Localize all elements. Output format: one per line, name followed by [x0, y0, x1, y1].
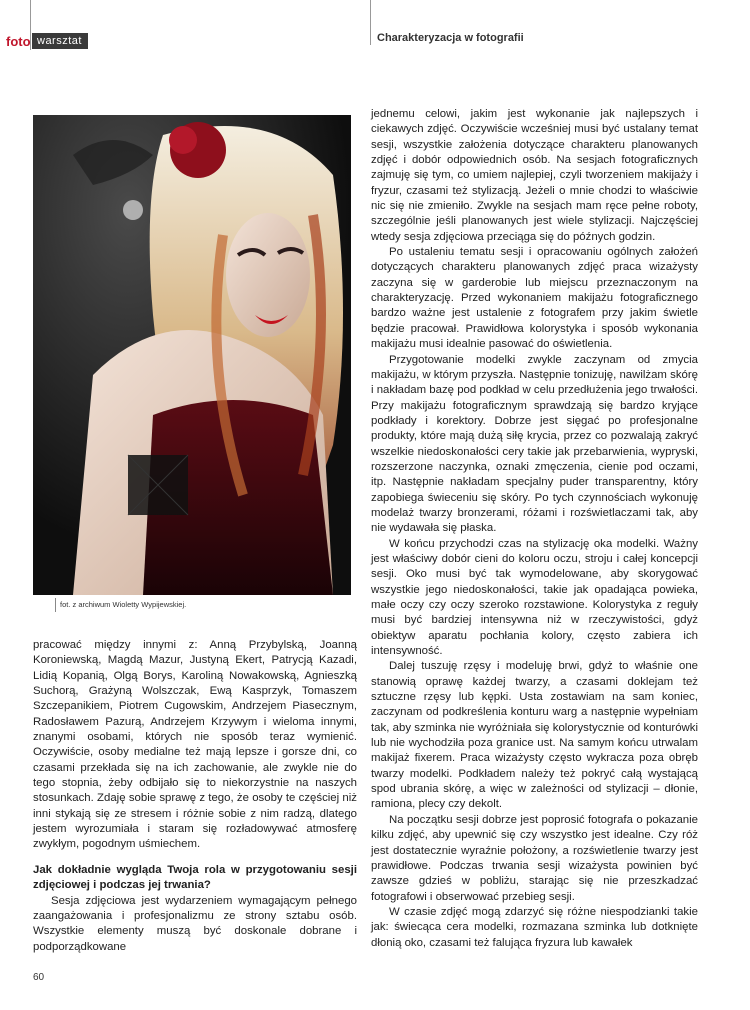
body-paragraph: Dalej tuszuję rzęsy i modeluję brwi, gdyż to właśnie one stanowią oprawę każdej twarzy, a czasami doklejam też sztuczne rzęsy lub kępki. Usta zostawiam na sam koniec, zaczynam od podkreślenia konturu warg a następnie wypełniam tak, aby szminka nie wyróżniała się kolorystycznie od konturówki lub nie wychodziła poza granice ust. Na samym końcu utrwalam makijaż fixerem. Praca wizażysty często wykracza poza obręb twarzy modelki. Podkładem należy też pokryć całą wystającą spod ubrania skórę, a więc w zależności od stylizacji – dłonie, ramiona, plecy czy dekolt. [371, 660, 698, 811]
body-paragraph: W końcu przychodzi czas na stylizację oka modelki. Ważny jest właściwy dobór cieni do koloru oczu, stroju i całej koncepcji sesji. Oko musi być tak wymodelowane, aby skorygować wszystkie jego niedoskonałości, takie jak opadająca powieka, małe oczy czy oczy szeroko rozstawione. Kolorystyka z reguły musi być bardziej intensywna niż w rzeczywistości, gdyż obiektyw aparatu pochłania kolory, często zabiera ich intensywność. [371, 537, 698, 658]
body-paragraph: Po ustaleniu tematu sesji i opracowaniu ogólnych założeń dotyczących charakteru planowanych zdjęć praca wizażysty zaczyna się w garderobie lub miejscu przeznaczonym na charakteryzację. Przed wykonaniem makijażu fotograficznego bardzo ważne jest ustalenie z fotografem przy jakim świetle będzie pracował. Prawidłowa kolorystyka i sposób wykonania makijażu musi idealnie pasować do oświetlenia. [371, 246, 698, 351]
body-paragraph: Sesja zdjęciowa jest wydarzeniem wymagającym pełnego zaangażowania i profesjonalizmu ze strony sztabu osób. Wszystkie elementy muszą być doskonale dobrane i podporządkowane [33, 894, 357, 953]
portrait-photo [33, 115, 351, 595]
magazine-brand: foto [6, 34, 31, 49]
page-header [0, 0, 750, 60]
body-paragraph: pracować między innymi z: Anną Przybylską, Joanną Koroniewską, Magdą Mazur, Justyną Ekert, Patrycją Kazadi, Lidią Kopanią, Olgą Borys, Karoliną Nowakowską, Agnieszką Suchorą, Grażyną Wolszczak, Ewą Kasprzyk, Tomaszem Szczepanikiem, Piotrem Cugowskim, Andrzejem Piasecznym, Radosławem Pazurą, Andrzejem Krzywym i wieloma innymi, znanymi osobami, których nie sposób teraz wymienić. Oczywiście, osoby medialne też mają lepsze i gorsze dni, co czasami przekłada się na ich zachowanie, ale zwykle nie do tego stopnia, żeby odbijało się to niekorzystnie na naszych stosunkach. Zdaję sobie sprawę z tego, że osoby te częściej niż inni stykają się ze stresem i różnie sobie z nim radzą, dlatego jestem wyrozumiała i staram się rozładowywać atmosferę zwykłym, pogodnym uśmiechem. [33, 639, 357, 851]
header-divider-right [370, 0, 371, 45]
body-paragraph: jednemu celowi, jakim jest wykonanie jak najlepszych i ciekawych zdjęć. Oczywiście wcześniej musi być ustalany temat sesji, wszystkie założenia dotyczące charakteru planowanych zdjęć i dobór odpowiednich osób. Na sesjach fotograficznych zajmuję się tym, co umiem najlepiej, czyli tworzeniem makijaży i fryzur, czasami też stylizacją. Jeżeli o mnie chodzi to właściwie nic się nie zmieniło. Zwykle na sesjach mam ręce pełne roboty, szczególnie jeśli planowanych jest wiele stylizacji. Najczęściej wtedy sesja zdjęciowa przeciąga się do późnych godzin. [371, 108, 698, 243]
interview-question: Jak dokładnie wygląda Twoja rola w przygotowaniu sesji zdjęciowej i podczas jej trwania? [33, 863, 357, 892]
text-column-right [371, 107, 698, 951]
body-paragraph: Przygotowanie modelki zwykle zaczynam od zmycia makijażu, w którym przyszła. Następnie tonizuję, nawilżam skórę i nakładam bazę pod podkład w celu przedłużenia jego trwałości. Przy makijażu fotograficznym sprawdzają się bardzo kryjące podkłady i korektory. Dobrze jest sięgać po profesjonalne produkty, które mają dużą siłę krycia, przez co pozwalają zakryć wszelkie niedoskonałości cery takie jak przebarwienia, wypryski, rozszerzone naczynka, oznaki zmęczenia, cienie pod oczami, itp. Następnie nakładam specjalny puder transparentny, który zapobiega świeceniu się skóry. Po tych czynnościach wykonuję modelaż twarzy bronzerami, różami i rozświetlaczami tak, aby nie wydawała się płaska. [371, 353, 698, 535]
body-paragraph: Na początku sesji dobrze jest poprosić fotografa o pokazanie kilku zdjęć, aby upewnić się czy wszystko jest idealne. Czy róż jest dostatecznie wyraźnie położony, a rozświetlenie twarzy jest prawidłowe. Podczas trwania sesji wizażysta powinien być zawsze gdzieś w pobliżu, starając się nie przeszkadzać fotografowi i obserwować przebieg sesji. [371, 813, 698, 903]
body-paragraph: W czasie zdjęć mogą zdarzyć się różne niespodzianki takie jak: świecąca cera modelki, rozmazana szminka lub dotknięte dłonią oko, czasami też falująca fryzura lub kawałek [371, 905, 698, 949]
text-column-left [33, 638, 357, 955]
article-running-title: Charakteryzacja w fotografii [377, 32, 524, 44]
page-number: 60 [33, 972, 45, 983]
caption-rule [55, 598, 56, 612]
photo-caption: fot. z archiwum Wioletty Wypijewskiej. [60, 600, 187, 609]
section-tag: warsztat [32, 33, 88, 49]
